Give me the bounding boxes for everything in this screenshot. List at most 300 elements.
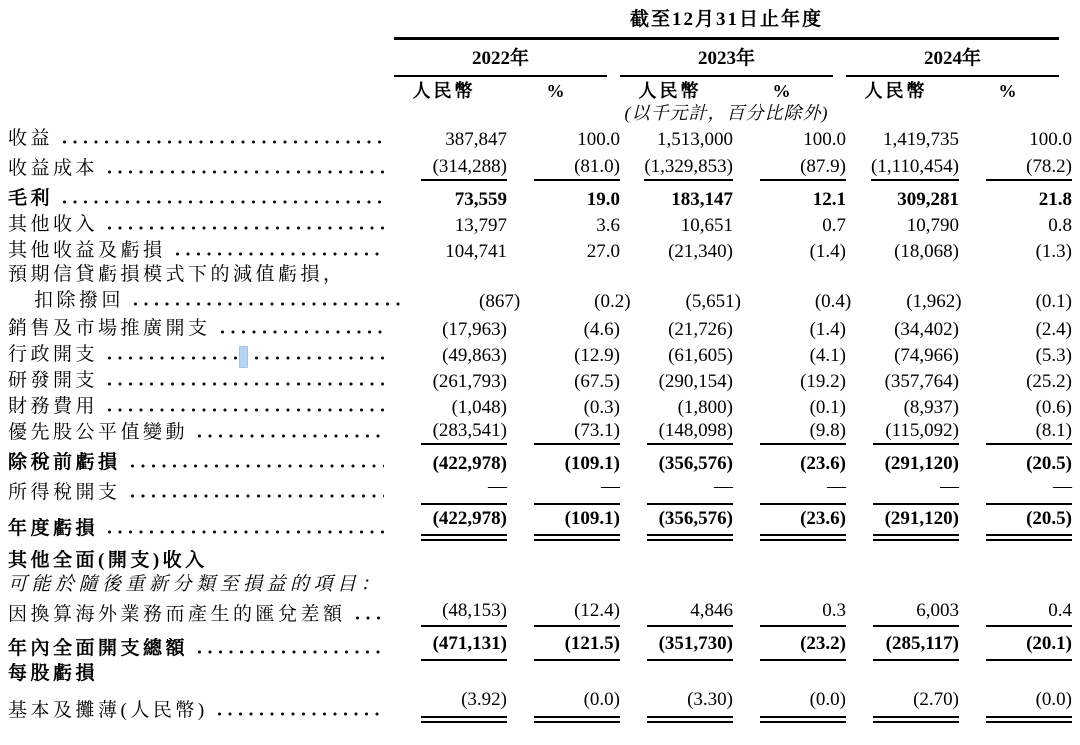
value: (0.1) (809, 397, 846, 418)
value-cell (972, 189, 1072, 211)
value: (0.0) (986, 689, 1072, 723)
value: (67.5) (574, 371, 620, 392)
value-cell (972, 371, 1072, 393)
value: (357,764) (884, 371, 959, 392)
value-cell (972, 397, 1072, 419)
value-cell (407, 476, 507, 505)
value: (20.1) (986, 633, 1072, 661)
table-row-preferred-shares-fv (8, 419, 1072, 445)
value: (20.5) (986, 508, 1072, 541)
row-label: 優先股公平值變動 (8, 422, 189, 443)
table-row-basic-diluted-eps (8, 686, 1072, 723)
table-row-total-comprehensive-expense (8, 627, 1072, 661)
value: (48,153) (421, 600, 507, 627)
row-label: 其他收入 (8, 214, 99, 235)
value: (87.9) (760, 156, 846, 181)
value-cell (633, 371, 733, 393)
dot-leader (133, 301, 400, 307)
value: (422,978) (421, 508, 507, 541)
value-cell (633, 156, 733, 181)
value-cell (407, 453, 507, 475)
value-cell (746, 215, 846, 237)
financial-table (8, 125, 1072, 723)
value: (61,605) (668, 345, 733, 366)
value-cell (520, 508, 620, 541)
value: 100.0 (803, 129, 846, 150)
row-label-cell (8, 638, 394, 661)
row-label-cell (8, 396, 394, 419)
value: (290,154) (658, 371, 733, 392)
row-label-cell (8, 188, 394, 211)
value: (81.0) (534, 156, 620, 181)
value-cell (859, 397, 959, 419)
value: 13,797 (454, 215, 507, 236)
value: (1,110,454) (871, 156, 959, 181)
value-cell (407, 345, 507, 367)
value-cell (633, 189, 733, 211)
col-header-rmb: 人民幣 (412, 81, 476, 101)
row-label: 預期信貸虧損模式下的減值虧損， (8, 264, 346, 285)
value-cell (972, 215, 1072, 237)
row-label-cell (8, 128, 394, 151)
value: (20.5) (1026, 453, 1072, 474)
row-label: 因換算海外業務而產生的匯兌差額 (8, 604, 346, 625)
value: (12.4) (534, 600, 620, 627)
row-label: 其他全面(開支)收入 (8, 550, 208, 571)
value: (2.70) (873, 689, 959, 723)
value-cell (407, 371, 507, 393)
value: (356,576) (658, 453, 733, 474)
col-header-rmb: 人民幣 (864, 81, 928, 101)
dot-leader (355, 615, 384, 621)
row-label-cell (8, 214, 394, 237)
value-cell (746, 689, 846, 723)
value: 10,790 (906, 215, 959, 236)
value-cell (859, 453, 959, 475)
value-cell (859, 129, 959, 151)
value: 73,559 (454, 189, 507, 210)
value: (23.6) (800, 453, 846, 474)
table-row-loss-for-year (8, 505, 1072, 541)
value-cell (407, 129, 507, 151)
value-cell (520, 189, 620, 211)
row-label-cell (8, 452, 394, 475)
row-label: 收益 (8, 128, 54, 149)
value: (12.9) (574, 345, 620, 366)
value-cell (520, 156, 620, 181)
value: 100.0 (577, 129, 620, 150)
value-cell (520, 397, 620, 419)
value-cell (972, 600, 1072, 627)
value-cell (746, 420, 846, 445)
row-label: 可能於隨後重新分類至損益的項目： (8, 574, 385, 595)
value-cell (520, 476, 620, 505)
value: 100.0 (1029, 129, 1072, 150)
value-cell (746, 319, 846, 341)
value: — (421, 476, 507, 505)
value: (78.2) (986, 156, 1072, 181)
value-cell (633, 476, 733, 505)
value-cell (754, 291, 851, 313)
value: 0.4 (986, 600, 1072, 627)
header-top-rule (394, 37, 1059, 40)
value: 0.3 (760, 600, 846, 627)
row-label: 毛利 (8, 188, 54, 209)
year-header-2023: 2023年 (620, 48, 833, 77)
value: (74,966) (894, 345, 959, 366)
text-cursor-highlight (239, 346, 248, 368)
value: (18,068) (894, 241, 959, 262)
value-cell (972, 508, 1072, 541)
value: — (873, 476, 959, 505)
value-cell (972, 156, 1072, 181)
value: 1,513,000 (657, 129, 733, 150)
row-label: 收益成本 (8, 158, 99, 179)
value-cell (407, 215, 507, 237)
value: (21,726) (668, 319, 733, 340)
row-label-cell (8, 482, 394, 505)
dot-leader (107, 407, 384, 413)
value: (422,978) (432, 453, 507, 474)
value: (109.1) (564, 453, 620, 474)
value-cell (633, 633, 733, 661)
value: (0.3) (583, 397, 620, 418)
value-cell (633, 129, 733, 151)
value: 387,847 (445, 129, 507, 150)
dot-leader (107, 225, 384, 231)
value: 6,003 (873, 600, 959, 627)
unit-note: (以千元計，百分比除外) (624, 103, 829, 123)
row-label-cell (8, 663, 394, 686)
value-cell (746, 156, 846, 181)
value-cell (520, 129, 620, 151)
value: (0.4) (814, 291, 852, 312)
dot-leader (107, 381, 384, 387)
value: 183,147 (671, 189, 733, 210)
value: (3.92) (421, 689, 507, 723)
row-label: 除稅前虧損 (8, 452, 121, 473)
row-label: 財務費用 (8, 396, 99, 417)
row-label: 行政開支 (8, 344, 99, 365)
subheader-row (394, 81, 1059, 102)
value: (3.30) (647, 689, 733, 723)
value-cell (407, 241, 507, 263)
row-label-cell (8, 518, 394, 541)
value: (5.3) (1035, 345, 1072, 366)
value-cell (520, 241, 620, 263)
value: (1,962) (906, 291, 962, 312)
value: (23.2) (760, 633, 846, 661)
dot-leader (107, 529, 384, 535)
year-header-2024: 2024年 (846, 48, 1059, 77)
value: 10,651 (680, 215, 733, 236)
value-cell (633, 508, 733, 541)
value-cell (864, 291, 961, 313)
value: (8,937) (903, 397, 959, 418)
value: (1,800) (677, 397, 733, 418)
value: (291,120) (873, 508, 959, 541)
value: 19.0 (586, 189, 620, 210)
table-row-revenue (8, 125, 1072, 151)
year-header-2022: 2022年 (394, 48, 607, 77)
table-row-other-income (8, 211, 1072, 237)
value: (471,131) (421, 633, 507, 661)
value-cell (746, 371, 846, 393)
value: 21.8 (1038, 189, 1072, 210)
col-header-pct: % (772, 81, 794, 101)
value-cell (407, 156, 507, 181)
value: (285,117) (873, 633, 959, 661)
value: (21,340) (668, 241, 733, 262)
value-cell (407, 420, 507, 445)
value-cell (746, 508, 846, 541)
value: — (986, 476, 1072, 505)
value-cell (520, 600, 620, 627)
row-label: 每股虧損 (8, 663, 99, 684)
value-cell (633, 241, 733, 263)
value: (0.6) (1035, 397, 1072, 418)
value-cell (859, 189, 959, 211)
value-cell (972, 420, 1072, 445)
year-header-row (394, 48, 1059, 77)
value-cell (520, 319, 620, 341)
value-cell (633, 319, 733, 341)
value: 3.6 (596, 215, 620, 236)
table-row-loss-before-tax (8, 445, 1072, 475)
value-cell (407, 189, 507, 211)
value: (0.0) (760, 689, 846, 723)
value-cell (633, 345, 733, 367)
dot-leader (220, 329, 384, 335)
value-cell (859, 345, 959, 367)
table-row-selling-marketing (8, 313, 1072, 341)
value-cell (859, 600, 959, 627)
value: (0.0) (534, 689, 620, 723)
value-cell (746, 345, 846, 367)
value: (283,541) (421, 420, 507, 445)
value-cell (633, 215, 733, 237)
value: (1.4) (809, 241, 846, 262)
table-row-rd-expenses (8, 367, 1072, 393)
value-cell (633, 420, 733, 445)
value-cell (859, 215, 959, 237)
value-cell (520, 633, 620, 661)
value-cell (407, 633, 507, 661)
value-cell (520, 420, 620, 445)
value: (351,730) (647, 633, 733, 661)
value-cell (972, 129, 1072, 151)
value: (73.1) (534, 420, 620, 445)
dot-leader (217, 711, 384, 717)
value-cell (746, 633, 846, 661)
value: (23.6) (760, 508, 846, 541)
value-cell (859, 633, 959, 661)
value-cell (407, 319, 507, 341)
value-cell (407, 508, 507, 541)
dot-leader (130, 463, 384, 469)
row-label-cell (8, 574, 394, 597)
value-cell (746, 129, 846, 151)
value-cell (407, 600, 507, 627)
row-label: 扣除撥回 (34, 290, 125, 311)
value-cell (859, 508, 959, 541)
value-cell (644, 291, 741, 313)
value: (1.3) (1035, 241, 1072, 262)
value: (17,963) (442, 319, 507, 340)
value-cell (633, 397, 733, 419)
table-row-ecl-impairment-line2 (8, 287, 1072, 313)
value: — (760, 476, 846, 505)
value: (148,098) (647, 420, 733, 445)
value-cell (633, 453, 733, 475)
value-cell (746, 476, 846, 505)
value-cell (859, 689, 959, 723)
value-cell (972, 633, 1072, 661)
value: (19.2) (800, 371, 846, 392)
value-cell (859, 241, 959, 263)
table-row-cost-of-revenue (8, 151, 1072, 181)
col-header-pct: % (546, 81, 568, 101)
dot-leader (130, 493, 384, 499)
value-cell (407, 397, 507, 419)
value: 12.1 (812, 189, 846, 210)
value: 27.0 (586, 241, 620, 262)
row-label-cell (8, 344, 394, 367)
value: — (534, 476, 620, 505)
row-label: 基本及攤薄(人民幣) (8, 700, 208, 721)
table-row-exchange-differences (8, 597, 1072, 627)
col-header-pct: % (998, 81, 1020, 101)
table-row-oci-reclassify-note (8, 573, 1072, 597)
value: (356,576) (647, 508, 733, 541)
value: (25.2) (1026, 371, 1072, 392)
dot-leader (197, 433, 384, 439)
value-cell (423, 291, 520, 313)
value: (115,092) (873, 420, 959, 445)
value: (4.1) (809, 345, 846, 366)
value: 0.7 (822, 215, 846, 236)
row-label-cell (8, 240, 394, 263)
value: (5,651) (685, 291, 741, 312)
row-label-cell (8, 370, 394, 393)
value: (4.6) (583, 319, 620, 340)
value: (314,288) (421, 156, 507, 181)
value-cell (972, 319, 1072, 341)
row-label: 銷售及市場推廣開支 (8, 318, 211, 339)
value-cell (859, 420, 959, 445)
period-title: 截至12月31日止年度 (629, 9, 823, 30)
value-cell (972, 241, 1072, 263)
value: (109.1) (534, 508, 620, 541)
value: (0.1) (1035, 291, 1072, 312)
dot-leader (62, 199, 384, 205)
value: (121.5) (534, 633, 620, 661)
value-cell (859, 319, 959, 341)
value: — (647, 476, 733, 505)
value-cell (972, 689, 1072, 723)
row-label-cell (8, 604, 394, 627)
row-label: 年度虧損 (8, 518, 99, 539)
value-cell (746, 241, 846, 263)
row-label: 研發開支 (8, 370, 99, 391)
row-label-cell (8, 550, 394, 573)
value-cell (520, 215, 620, 237)
value: (867) (479, 291, 521, 312)
value: (1.4) (809, 319, 846, 340)
value: 1,419,735 (883, 129, 959, 150)
value-cell (972, 345, 1072, 367)
value: (0.2) (594, 291, 631, 312)
value-cell (520, 371, 620, 393)
table-row-ecl-impairment-line1 (8, 263, 1072, 287)
value: (1,048) (451, 397, 507, 418)
value-cell (520, 689, 620, 723)
value-cell (520, 345, 620, 367)
table-row-oci-header (8, 541, 1072, 573)
row-label-cell (8, 264, 394, 287)
dot-leader (175, 251, 384, 257)
value-cell (746, 600, 846, 627)
value-cell (746, 453, 846, 475)
value: 0.8 (1048, 215, 1072, 236)
value-cell (975, 291, 1072, 313)
value: (34,402) (894, 319, 959, 340)
value-cell (533, 291, 630, 313)
row-label: 所得稅開支 (8, 482, 121, 503)
value-cell (746, 189, 846, 211)
dot-leader (107, 169, 384, 175)
row-label-cell (8, 318, 394, 341)
table-row-finance-costs (8, 393, 1072, 419)
value-cell (407, 689, 507, 723)
value-cell (972, 453, 1072, 475)
value: (8.1) (986, 420, 1072, 445)
value-cell (520, 453, 620, 475)
row-label: 其他收益及虧損 (8, 240, 166, 261)
value-cell (859, 156, 959, 181)
value-cell (972, 476, 1072, 505)
dot-leader (197, 649, 384, 655)
table-row-loss-per-share-header (8, 661, 1072, 686)
value-cell (746, 397, 846, 419)
value: (49,863) (442, 345, 507, 366)
row-label-cell (8, 700, 394, 723)
value: 104,741 (445, 241, 507, 262)
value-cell (859, 371, 959, 393)
value: (2.4) (1035, 319, 1072, 340)
table-row-income-tax (8, 475, 1072, 505)
value: (9.8) (760, 420, 846, 445)
dot-leader (62, 139, 384, 145)
row-label-cell (8, 158, 394, 181)
table-row-administrative (8, 341, 1072, 367)
value: 4,846 (647, 600, 733, 627)
value: (291,120) (884, 453, 959, 474)
table-row-gross-profit (8, 181, 1072, 211)
value-cell (859, 476, 959, 505)
table-header (394, 6, 1059, 123)
row-label-cell (8, 422, 394, 445)
row-label-cell (8, 290, 410, 313)
value: (1,329,853) (644, 156, 733, 181)
value-cell (633, 600, 733, 627)
col-header-rmb: 人民幣 (638, 81, 702, 101)
value: 309,281 (897, 189, 959, 210)
value-cell (633, 689, 733, 723)
row-label: 年內全面開支總額 (8, 638, 189, 659)
table-row-other-gains-losses (8, 237, 1072, 263)
value: (261,793) (432, 371, 507, 392)
